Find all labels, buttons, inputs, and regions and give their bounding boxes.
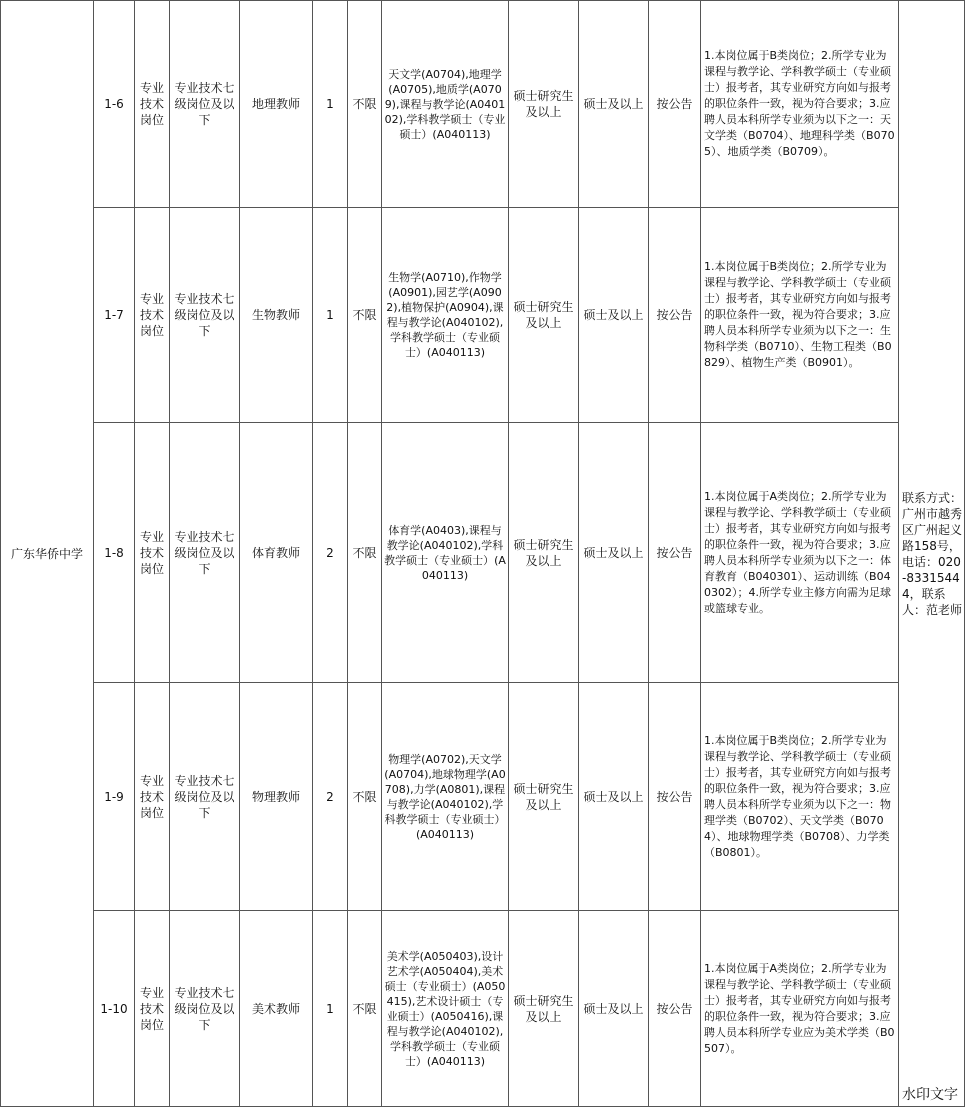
employer-unit-cell: 广东华侨中学 <box>1 1 94 1107</box>
other-requirement: 按公告 <box>649 911 701 1107</box>
position-level: 专业技术七级岗位及以下 <box>170 208 240 423</box>
position-category: 专业技术岗位 <box>135 423 170 683</box>
position-name: 体育教师 <box>240 423 313 683</box>
position-name: 物理教师 <box>240 683 313 911</box>
table-row <box>1 683 965 911</box>
position-notes: 1.本岗位属于A类岗位；2.所学专业为课程与教学论、学科教学硕士（专业硕士）报考者，其专业研究方向如与报考的职位条件一致，视为符合要求；3.应聘人员本科所学专业应为美术学类（B0507）。 <box>701 911 899 1107</box>
degree-requirement: 硕士及以上 <box>579 208 649 423</box>
position-code: 1-7 <box>94 208 135 423</box>
other-requirement: 按公告 <box>649 208 701 423</box>
table-row <box>1 911 965 1107</box>
age-limit: 不限 <box>348 1 382 208</box>
position-notes: 1.本岗位属于B类岗位；2.所学专业为课程与教学论、学科教学硕士（专业硕士）报考者，其专业研究方向如与报考的职位条件一致，视为符合要求；3.应聘人员本科所学专业须为以下之一：物理学类（B0702）、天文学类（B0704）、地球物理学类（B0708）、力学类（B0801）。 <box>701 683 899 911</box>
age-limit: 不限 <box>348 208 382 423</box>
other-requirement: 按公告 <box>649 1 701 208</box>
position-name: 美术教师 <box>240 911 313 1107</box>
required-majors: 生物学(A0710),作物学(A0901),园艺学(A0902),植物保护(A0904),课程与教学论(A040102),学科教学硕士（专业硕士）(A040113) <box>382 208 509 423</box>
table-row <box>1 208 965 423</box>
position-code: 1-10 <box>94 911 135 1107</box>
contact-info-cell: 联系方式：广州市越秀区广州起义路158号，电话：020-83315444，联系人：范老师 <box>899 1 965 1107</box>
position-code: 1-8 <box>94 423 135 683</box>
position-category: 专业技术岗位 <box>135 683 170 911</box>
position-name: 生物教师 <box>240 208 313 423</box>
position-level: 专业技术七级岗位及以下 <box>170 423 240 683</box>
education-requirement: 硕士研究生及以上 <box>509 683 579 911</box>
education-requirement: 硕士研究生及以上 <box>509 911 579 1107</box>
required-majors: 体育学(A0403),课程与教学论(A040102),学科教学硕士（专业硕士）(A040113) <box>382 423 509 683</box>
position-notes: 1.本岗位属于B类岗位；2.所学专业为课程与教学论、学科教学硕士（专业硕士）报考者，其专业研究方向如与报考的职位条件一致，视为符合要求；3.应聘人员本科所学专业须为以下之一：天文学类（B0704）、地理科学类（B0705）、地质学类（B0709）。 <box>701 1 899 208</box>
position-level: 专业技术七级岗位及以下 <box>170 911 240 1107</box>
position-category: 专业技术岗位 <box>135 208 170 423</box>
required-majors: 美术学(A050403),设计艺术学(A050404),美术硕士（专业硕士）(A050415),艺术设计硕士（专业硕士）(A050416),课程与教学论(A040102),学科教学硕士（专业硕士）(A040113) <box>382 911 509 1107</box>
position-notes: 1.本岗位属于A类岗位；2.所学专业为课程与教学论、学科教学硕士（专业硕士）报考者，其专业研究方向如与报考的职位条件一致，视为符合要求；3.应聘人员本科所学专业须为以下之一：体育教育（B040301）、运动训练（B040302）；4.所学专业主修方向需为足球或篮球专业。 <box>701 423 899 683</box>
other-requirement: 按公告 <box>649 683 701 911</box>
table-row <box>1 423 965 683</box>
position-category: 专业技术岗位 <box>135 911 170 1107</box>
hire-count: 1 <box>313 911 348 1107</box>
position-level: 专业技术七级岗位及以下 <box>170 683 240 911</box>
position-code: 1-6 <box>94 1 135 208</box>
education-requirement: 硕士研究生及以上 <box>509 1 579 208</box>
degree-requirement: 硕士及以上 <box>579 423 649 683</box>
hire-count: 1 <box>313 208 348 423</box>
position-name: 地理教师 <box>240 1 313 208</box>
position-notes: 1.本岗位属于B类岗位；2.所学专业为课程与教学论、学科教学硕士（专业硕士）报考者，其专业研究方向如与报考的职位条件一致，视为符合要求；3.应聘人员本科所学专业须为以下之一：生物科学类（B0710）、生物工程类（B0829）、植物生产类（B0901）。 <box>701 208 899 423</box>
other-requirement: 按公告 <box>649 423 701 683</box>
table-row <box>1 1 965 208</box>
hire-count: 2 <box>313 683 348 911</box>
degree-requirement: 硕士及以上 <box>579 683 649 911</box>
required-majors: 物理学(A0702),天文学(A0704),地球物理学(A0708),力学(A0801),课程与教学论(A040102),学科教学硕士（专业硕士）(A040113) <box>382 683 509 911</box>
education-requirement: 硕士研究生及以上 <box>509 208 579 423</box>
hire-count: 2 <box>313 423 348 683</box>
position-code: 1-9 <box>94 683 135 911</box>
age-limit: 不限 <box>348 683 382 911</box>
position-category: 专业技术岗位 <box>135 1 170 208</box>
hire-count: 1 <box>313 1 348 208</box>
position-level: 专业技术七级岗位及以下 <box>170 1 240 208</box>
watermark-text: 水印文字 <box>902 1087 958 1103</box>
degree-requirement: 硕士及以上 <box>579 1 649 208</box>
required-majors: 天文学(A0704),地理学(A0705),地质学(A0709),课程与教学论(A040102),学科教学硕士（专业硕士）(A040113) <box>382 1 509 208</box>
age-limit: 不限 <box>348 423 382 683</box>
degree-requirement: 硕士及以上 <box>579 911 649 1107</box>
age-limit: 不限 <box>348 911 382 1107</box>
education-requirement: 硕士研究生及以上 <box>509 423 579 683</box>
